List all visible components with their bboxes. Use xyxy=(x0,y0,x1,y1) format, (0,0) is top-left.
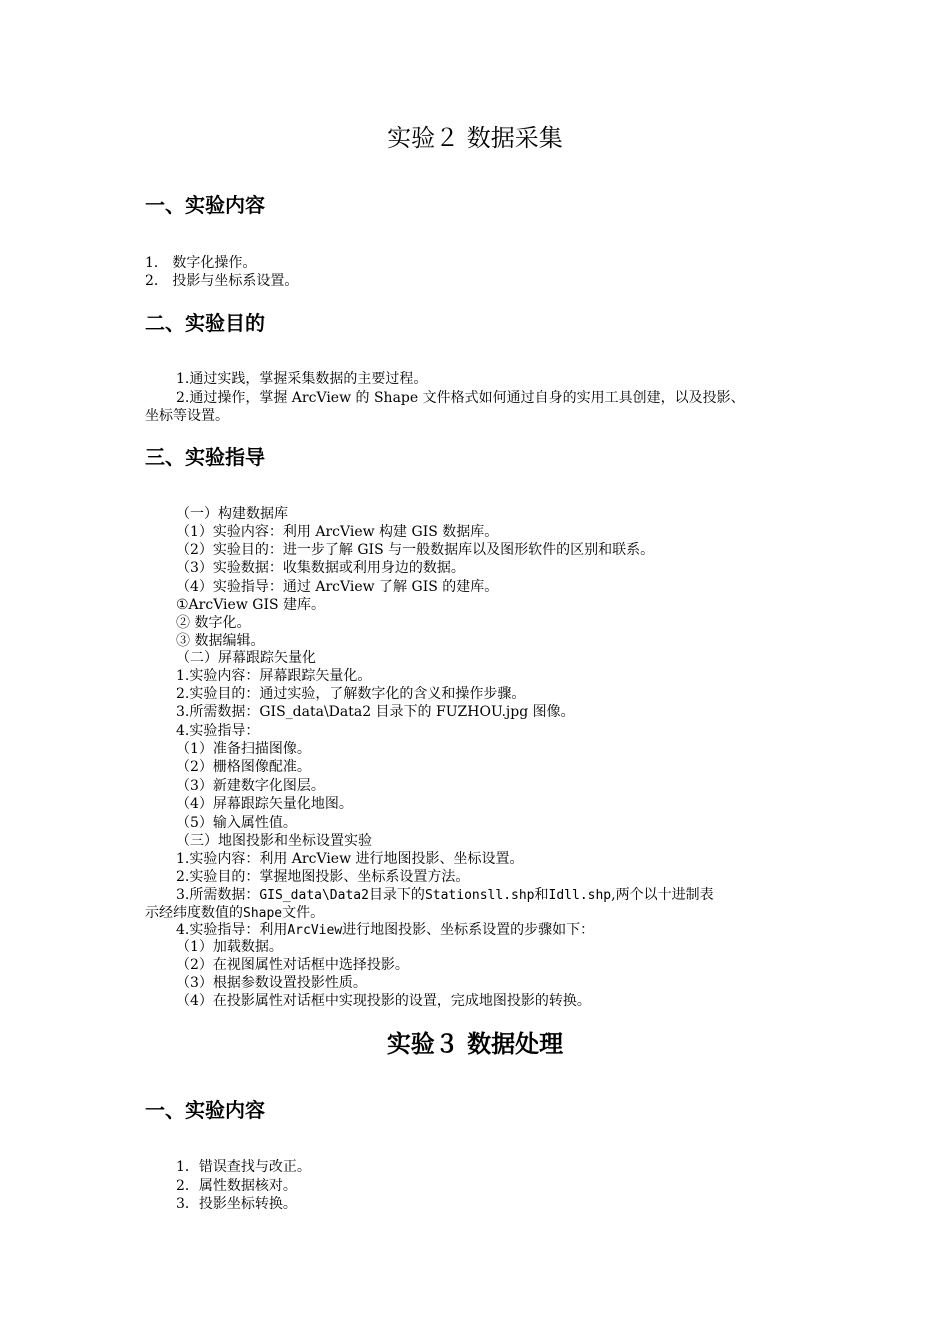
guide-line: （4）实验指导：通过 ArcView 了解 GIS 的建库。 xyxy=(176,579,499,595)
exp2-section-1-heading: 一、实验内容 xyxy=(145,193,265,217)
guide-line: （1）实验内容：利用 ArcView 构建 GIS 数据库。 xyxy=(176,524,499,540)
guide-line: （3）新建数字化图层。 xyxy=(176,778,325,794)
data-file-2: Idll.shp xyxy=(548,888,612,903)
guide-line: 2.实验目的：掌握地图投影、坐标系设置方法。 xyxy=(176,869,470,885)
projection-step: （2）在视图属性对话框中选择投影。 xyxy=(176,957,409,973)
guide-line: ② 数字化。 xyxy=(176,615,251,631)
required-data-text: 和 xyxy=(534,887,549,903)
guide-line: （1）准备扫描图像。 xyxy=(176,741,311,757)
guide-line: 1.实验内容：利用 ArcView 进行地图投影、坐标设置。 xyxy=(176,851,524,867)
exp3-content-item-2: 2．属性数据核对。 xyxy=(176,1178,297,1194)
required-data-text: 示经纬度数值的 xyxy=(145,905,243,921)
shape-format: Shape xyxy=(243,906,283,921)
guide-line: ①ArcView GIS 建库。 xyxy=(176,597,326,613)
exp3-content-item-3: 3．投影坐标转换。 xyxy=(176,1196,297,1212)
guide-line: ③ 数据编辑。 xyxy=(176,633,265,649)
exp2-content-item-2: 2． 投影与坐标系设置。 xyxy=(145,273,299,289)
required-data-label: 3.所需数据： xyxy=(176,887,260,903)
arcview-name: ArcView xyxy=(287,923,343,938)
guide-line: 2.实验目的：通过实验，了解数字化的含义和操作步骤。 xyxy=(176,686,526,702)
exp2-section-2-heading: 二、实验目的 xyxy=(145,311,265,335)
projection-step: （3）根据参数设置投影性质。 xyxy=(176,975,367,991)
projection-step: （1）加载数据。 xyxy=(176,939,283,955)
guide-line: （2）栅格图像配准。 xyxy=(176,759,311,775)
guide-line: （4）屏幕跟踪矢量化地图。 xyxy=(176,796,353,812)
guide-line: （3）实验数据：收集数据或利用身边的数据。 xyxy=(176,560,465,576)
exp2-goal-1: 1.通过实践，掌握采集数据的主要过程。 xyxy=(176,371,428,387)
guide-intro-text: 进行地图投影、坐标系设置的步骤如下： xyxy=(342,922,595,938)
required-data-text: ,两个以十进制表 xyxy=(611,887,714,903)
experiment-3-title: 实验３ 数据处理 xyxy=(386,1030,564,1058)
guide-line: 4.实验指导： xyxy=(176,723,260,739)
guide-line: （2）实验目的：进一步了解 GIS 与一般数据库以及图形软件的区别和联系。 xyxy=(176,542,655,558)
experiment-2-title: 实验２ 数据采集 xyxy=(387,124,563,152)
data-path: GIS_data\Data2 xyxy=(259,888,369,903)
projection-step: （4）在投影属性对话框中实现投影的设置，完成地图投影的转换。 xyxy=(176,993,591,1009)
exp3-section-1-heading: 一、实验内容 xyxy=(145,1098,265,1122)
exp2-goal-2-continued: 坐标等设置。 xyxy=(145,408,229,424)
guide-line: （5）输入属性值。 xyxy=(176,815,297,831)
data-file-1: Stationsll.shp xyxy=(424,888,535,903)
guide-line: 3.所需数据：GIS_data\Data2 目录下的 FUZHOU.jpg 图像。 xyxy=(176,704,575,720)
guide-line: 1.实验内容：屏幕跟踪矢量化。 xyxy=(176,668,372,684)
exp3-content-item-1: 1．错误查找与改正。 xyxy=(176,1159,311,1175)
exp2-content-item-1: 1． 数字化操作。 xyxy=(145,255,257,271)
required-data-text: 文件。 xyxy=(282,905,325,921)
required-data-line xyxy=(176,886,714,905)
exp2-goal-2: 2.通过操作，掌握 ArcView 的 Shape 文件格式如何通过自身的实用工具创建，以及投影、 xyxy=(176,390,745,406)
guide-line: （一）构建数据库 xyxy=(176,506,288,522)
guide-line: （三）地图投影和坐标设置实验 xyxy=(176,833,372,849)
guide-intro-text: 4.实验指导：利用 xyxy=(176,922,288,938)
required-data-text: 目录下的 xyxy=(368,887,425,903)
guide-line: （二）屏幕跟踪矢量化 xyxy=(176,650,316,666)
exp2-section-3-heading: 三、实验指导 xyxy=(145,445,265,469)
